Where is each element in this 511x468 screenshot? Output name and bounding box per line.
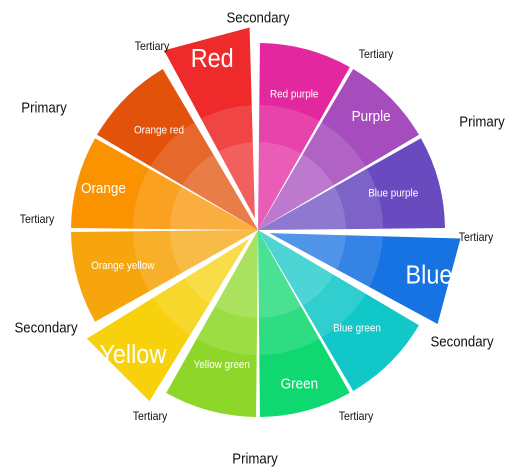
segment-label-purple: Purple [351, 108, 391, 126]
segment-label-yellow-green: Yellow green [193, 359, 250, 372]
label-tertiary-blue-purple: Tertiary [358, 47, 394, 61]
segment-label-blue: Blue [405, 261, 453, 291]
segment-label-orange-yellow: Orange yellow [91, 260, 155, 273]
center-ring-overlay [170, 142, 346, 318]
label-secondary-orange: Secondary [14, 319, 78, 337]
label-tertiary-yellow-green: Tertiary [338, 409, 374, 423]
label-tertiary-red-purple: Tertiary [134, 39, 170, 53]
label-secondary-green: Secondary [430, 333, 494, 351]
segment-label-red: Red [190, 44, 234, 74]
segment-label-orange-red: Orange red [133, 125, 185, 137]
label-primary-red: Primary [21, 99, 67, 117]
segment-label-blue-purple: Blue purple [368, 187, 419, 200]
label-secondary-purple: Secondary [226, 9, 290, 27]
segment-label-blue-green: Blue green [333, 323, 381, 335]
label-tertiary-orange-yellow: Tertiary [132, 409, 168, 423]
label-tertiary-orange-red: Tertiary [19, 212, 55, 226]
segment-label-yellow: Yellow [99, 340, 167, 370]
segment-label-green: Green [280, 376, 319, 393]
segment-label-red-purple: Red purple [270, 88, 319, 101]
label-primary-blue: Primary [459, 113, 505, 131]
label-tertiary-blue-green: Tertiary [458, 230, 494, 244]
label-primary-yellow: Primary [232, 450, 278, 468]
segment-label-orange: Orange [80, 180, 126, 197]
